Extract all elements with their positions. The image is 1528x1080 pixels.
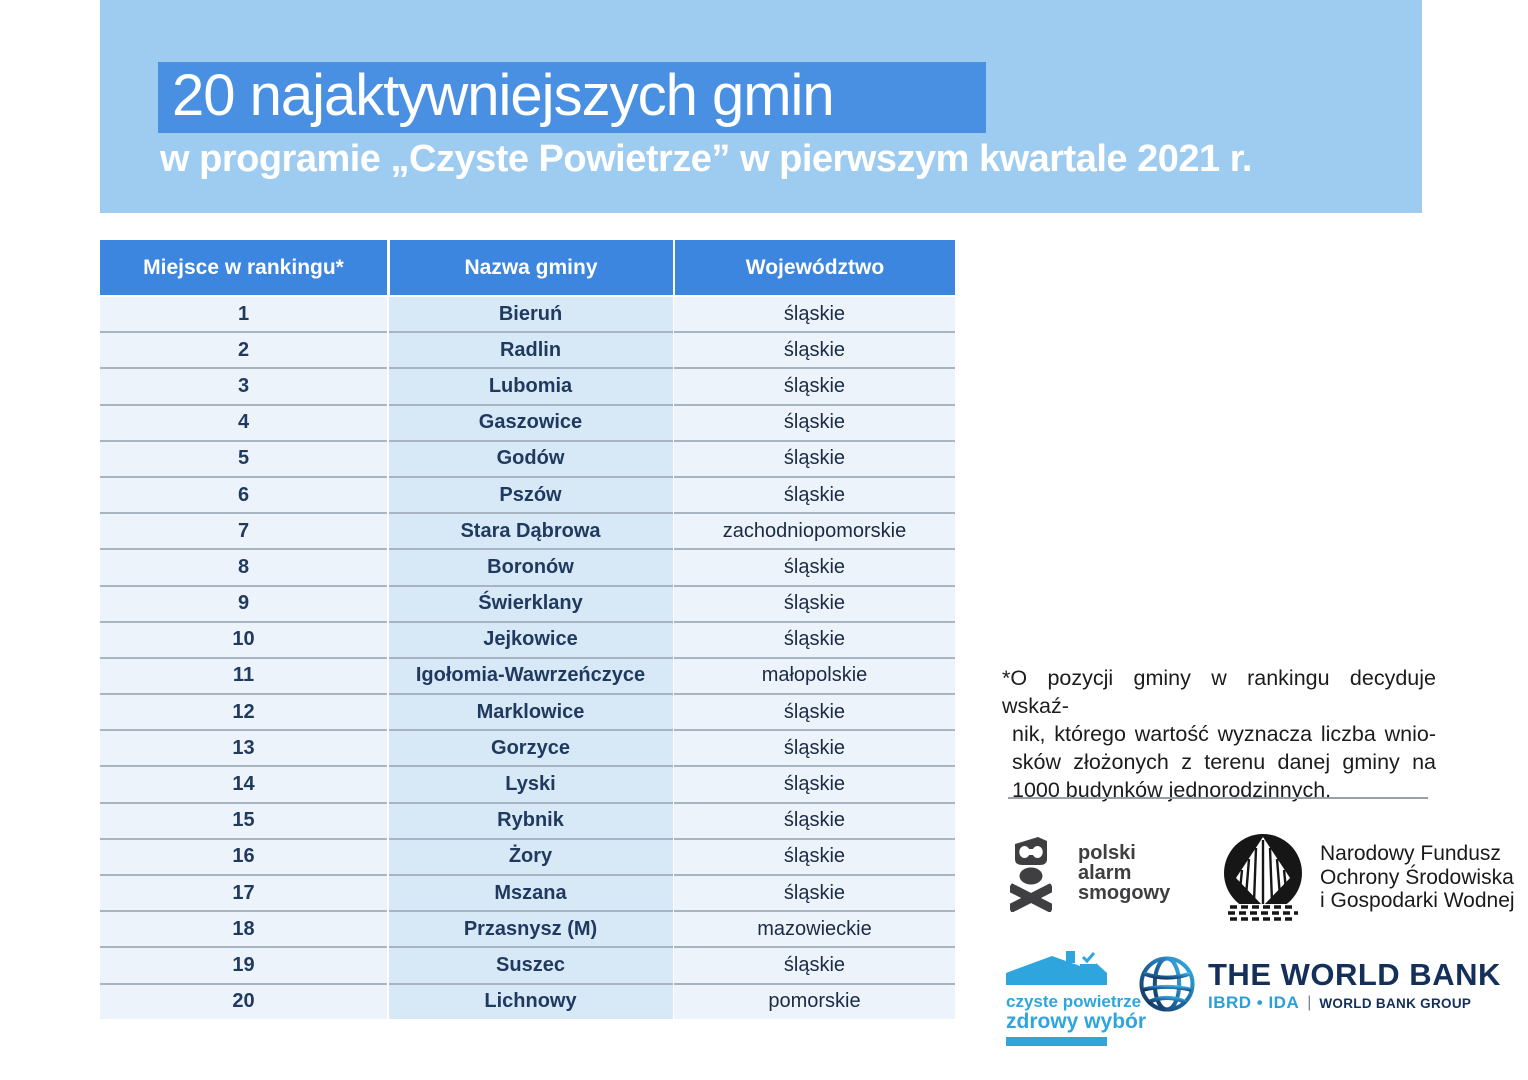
- rank-cell: 15: [100, 802, 387, 838]
- table-row: [100, 585, 955, 621]
- column-header-gmina: Nazwa gminy: [389, 240, 673, 295]
- globe-icon: [1138, 955, 1196, 1013]
- gmina-cell: Świerklany: [389, 585, 673, 621]
- wojewodztwo-cell: śląskie: [674, 874, 955, 910]
- table-row: [100, 802, 955, 838]
- house-checkmark-icon: [1006, 951, 1107, 985]
- world-bank-title: THE WORLD BANK: [1208, 957, 1501, 992]
- gmina-cell: Lubomia: [389, 367, 673, 403]
- table-row: [100, 657, 955, 693]
- gmina-cell: Żory: [389, 838, 673, 874]
- logo-world-bank: [1138, 955, 1501, 1013]
- rank-cell: 4: [100, 404, 387, 440]
- gmina-cell: Gaszowice: [389, 404, 673, 440]
- gmina-cell: Boronów: [389, 548, 673, 584]
- gmina-cell: Rybnik: [389, 802, 673, 838]
- footer-divider: [1008, 797, 1428, 799]
- column-header-wojewodztwo: Województwo: [674, 240, 955, 295]
- wojewodztwo-cell: śląskie: [674, 729, 955, 765]
- table-header-row: [100, 240, 955, 295]
- gmina-cell: Marklowice: [389, 693, 673, 729]
- rank-cell: 17: [100, 874, 387, 910]
- table-row: [100, 512, 955, 548]
- nfos-line: i Gospodarki Wodnej: [1320, 889, 1515, 912]
- pipe-separator: |: [1307, 994, 1312, 1011]
- header-banner: [100, 0, 1422, 213]
- table-row: [100, 983, 955, 1019]
- wojewodztwo-cell: śląskie: [674, 802, 955, 838]
- rank-cell: 16: [100, 838, 387, 874]
- rank-cell: 19: [100, 946, 387, 982]
- wojewodztwo-cell: śląskie: [674, 295, 955, 331]
- rank-cell: 14: [100, 765, 387, 801]
- rank-cell: 20: [100, 983, 387, 1019]
- gmina-cell: Bieruń: [389, 295, 673, 331]
- gmina-cell: Igołomia-Wawrzeńczyce: [389, 657, 673, 693]
- table-row: [100, 548, 955, 584]
- rank-cell: 12: [100, 693, 387, 729]
- gmina-cell: Godów: [389, 440, 673, 476]
- wojewodztwo-cell: śląskie: [674, 331, 955, 367]
- table-row: [100, 910, 955, 946]
- wojewodztwo-cell: śląskie: [674, 367, 955, 403]
- table-row: [100, 331, 955, 367]
- world-bank-text: [1208, 955, 1501, 1013]
- wojewodztwo-cell: zachodniopomorskie: [674, 512, 955, 548]
- wojewodztwo-cell: pomorskie: [674, 983, 955, 1019]
- pas-line: smogowy: [1078, 882, 1171, 904]
- rank-cell: 8: [100, 548, 387, 584]
- table-row: [100, 838, 955, 874]
- world-bank-subrow: [1208, 993, 1501, 1013]
- rank-cell: 10: [100, 621, 387, 657]
- gmina-cell: Jejkowice: [389, 621, 673, 657]
- nfos-line: Narodowy Fundusz: [1320, 842, 1501, 865]
- table-row: [100, 874, 955, 910]
- wojewodztwo-cell: śląskie: [674, 476, 955, 512]
- gmina-cell: Radlin: [389, 331, 673, 367]
- footnote-line: sków złożonych z terenu danej gminy na: [1012, 750, 1436, 774]
- table-row: [100, 367, 955, 403]
- rank-cell: 2: [100, 331, 387, 367]
- column-header-rank: Miejsce w rankingu*: [100, 240, 387, 295]
- nfosigw-tree-icon: [1216, 832, 1310, 926]
- czyste-powietrze-line2: zdrowy wybór: [1006, 1010, 1147, 1033]
- rank-cell: 7: [100, 512, 387, 548]
- gmina-cell: Przasnysz (M): [389, 910, 673, 946]
- gmina-cell: Mszana: [389, 874, 673, 910]
- pas-line: alarm: [1078, 862, 1132, 884]
- gmina-cell: Gorzyce: [389, 729, 673, 765]
- world-bank-group-label: WORLD BANK GROUP: [1319, 995, 1472, 1011]
- rank-cell: 3: [100, 367, 387, 403]
- page-title: 20 najaktywniejszych gmin: [158, 62, 986, 133]
- logo-czyste-powietrze: [1006, 951, 1147, 1046]
- gmina-cell: Stara Dąbrowa: [389, 512, 673, 548]
- rank-cell: 18: [100, 910, 387, 946]
- wojewodztwo-cell: śląskie: [674, 946, 955, 982]
- nfosigw-logo-text: [1320, 832, 1515, 926]
- rank-cell: 11: [100, 657, 387, 693]
- wojewodztwo-cell: małopolskie: [674, 657, 955, 693]
- table-body: [100, 295, 955, 1019]
- table-row: [100, 476, 955, 512]
- pas-logo-text: [1078, 834, 1170, 912]
- nfos-line: Ochrony Środowiska: [1320, 865, 1514, 889]
- czyste-powietrze-bar: [1006, 1037, 1107, 1046]
- gmina-cell: Pszów: [389, 476, 673, 512]
- pas-line: polski: [1078, 842, 1136, 864]
- table-row: [100, 729, 955, 765]
- table-row: [100, 693, 955, 729]
- wojewodztwo-cell: śląskie: [674, 765, 955, 801]
- rank-cell: 6: [100, 476, 387, 512]
- table-row: [100, 946, 955, 982]
- ranking-table: [100, 240, 955, 1019]
- footnote-line: *O pozycji gminy w rankingu decyduje wskaź-: [1002, 666, 1436, 718]
- czyste-powietrze-line1: czyste powietrze: [1006, 992, 1142, 1011]
- wojewodztwo-cell: śląskie: [674, 585, 955, 621]
- wojewodztwo-cell: śląskie: [674, 693, 955, 729]
- logo-nfosigw: [1216, 832, 1515, 926]
- table-row: [100, 765, 955, 801]
- wojewodztwo-cell: śląskie: [674, 440, 955, 476]
- wojewodztwo-cell: śląskie: [674, 548, 955, 584]
- rank-cell: 1: [100, 295, 387, 331]
- logo-polski-alarm-smogowy: [1010, 834, 1170, 912]
- footnote-line: 1000 budynków jednorodzinnych.: [1012, 778, 1332, 802]
- gmina-cell: Lyski: [389, 765, 673, 801]
- table-row: [100, 295, 955, 331]
- ranking-footnote: [1002, 664, 1436, 804]
- gmina-cell: Suszec: [389, 946, 673, 982]
- table-row: [100, 621, 955, 657]
- smog-alarm-skull-icon: [1010, 834, 1052, 912]
- rank-cell: 13: [100, 729, 387, 765]
- table-row: [100, 404, 955, 440]
- rank-cell: 5: [100, 440, 387, 476]
- table-row: [100, 440, 955, 476]
- footnote-line: nik, którego wartość wyznacza liczba wnio-: [1012, 722, 1436, 746]
- wojewodztwo-cell: mazowieckie: [674, 910, 955, 946]
- wojewodztwo-cell: śląskie: [674, 621, 955, 657]
- ibrd-ida-label: IBRD • IDA: [1208, 993, 1300, 1012]
- gmina-cell: Lichnowy: [389, 983, 673, 1019]
- rank-cell: 9: [100, 585, 387, 621]
- wojewodztwo-cell: śląskie: [674, 404, 955, 440]
- page-subtitle: w programie „Czyste Powietrze” w pierwszym kwartale 2021 r.: [160, 138, 1252, 180]
- wojewodztwo-cell: śląskie: [674, 838, 955, 874]
